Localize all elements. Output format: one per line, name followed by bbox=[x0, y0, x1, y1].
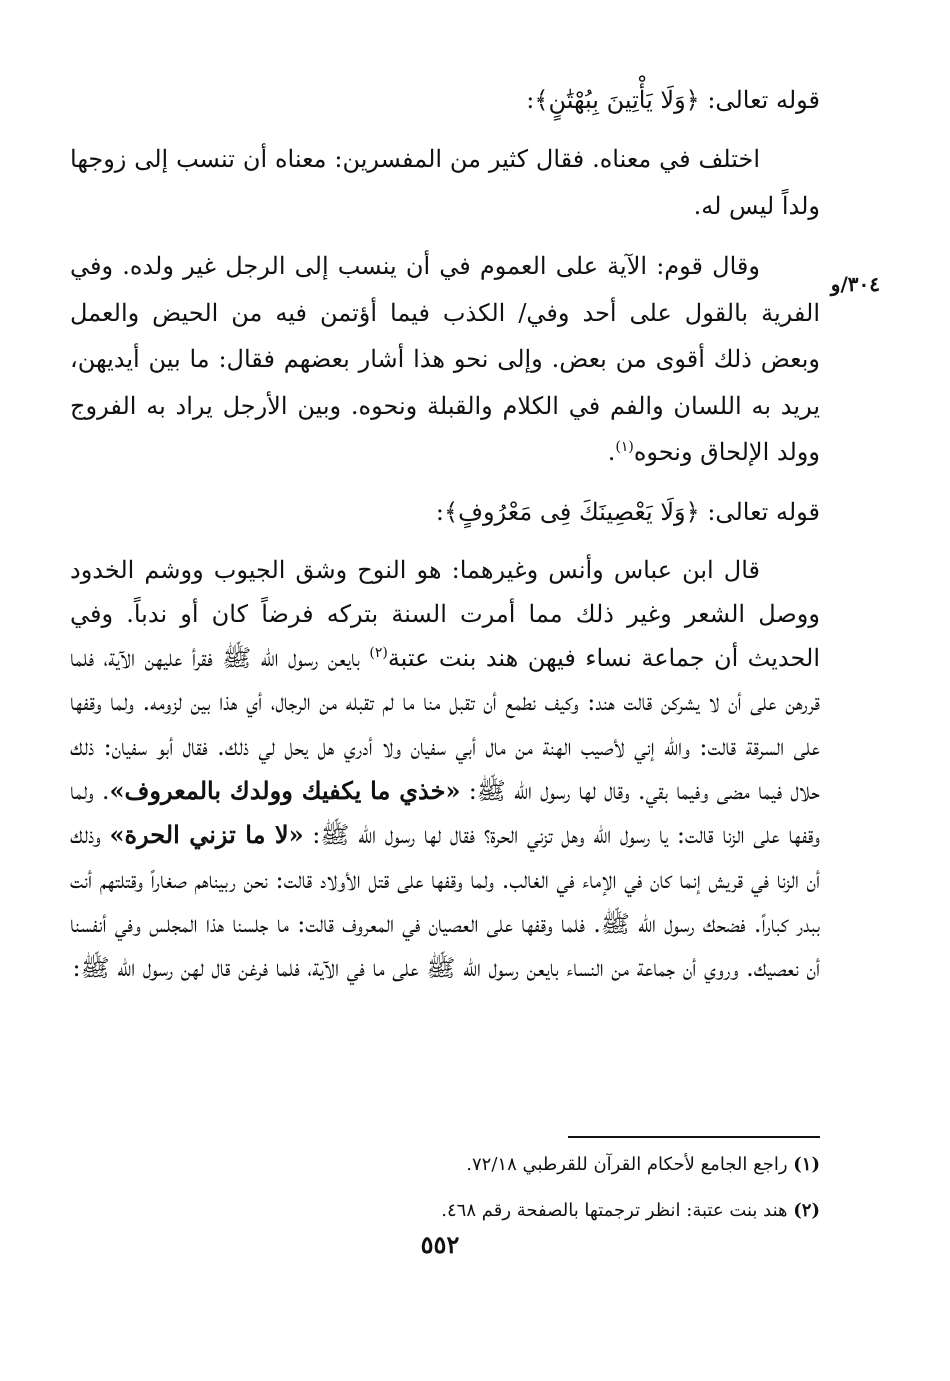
footnote-divider bbox=[568, 1136, 820, 1138]
paragraph-text: وقال قوم: الآية على العموم في أن ينسب إلى الرجل غير ولده. وفي الفرية بالقول على أحد وفي/ الكذب فيما أؤتمن فيه من الحيض والعمل وبعض ذلك أقوى من بعض. وإلى نحو هذا أشار بعضهم فقال: ما بين أيديهن، يريد به اللسان والفم في الكلام والقبلة ونحوه. وبين الأرجل يراد به الفروج وولد الإلحاق ونحوه bbox=[70, 252, 820, 466]
hadith-quote: «خذي ما يكفيك وولدك بالمعروف» bbox=[109, 775, 461, 805]
quran-verse: ﴿وَلَا يَعْصِينَكَ فِى مَعْرُوفٍ﴾ bbox=[444, 497, 700, 526]
paragraph-1: اختلف في معناه. فقال كثير من المفسرين: معناه أن تنسب إلى زوجها ولداً ليس له. bbox=[70, 145, 820, 220]
heading-suffix: : bbox=[526, 86, 535, 114]
main-text bbox=[70, 78, 820, 1004]
paragraph-text: بايعن رسول الله ﷺ فقرأ عليهن الآية، فلما قررهن على أن لا يشركن قالت هند: وكيف نطمع أن تقبل منا ما لم تقبله من الرجال، أي هذا بين لزومه. ولما وقفها على السرقة قالت: والله إني لأصيب الهنة من مال أبي سفيان ولا أدري هل يحل لي ذلك. فقال أبو سفيان: ذلك حلال فيما مضى وفيما بقي. وقال لها رسول الله ﷺ: bbox=[70, 644, 820, 805]
verse-heading-1 bbox=[70, 78, 820, 122]
paragraph-text: . ولما وقفها على الزنا قالت: يا رسول الله وهل تزني الحرة؟ فقال لها رسول الله ﷺ: bbox=[70, 776, 820, 850]
footnote-number: (٢) bbox=[793, 1200, 820, 1221]
footnote-number: (١) bbox=[793, 1154, 820, 1175]
footnote-ref-1[interactable]: (١) bbox=[615, 439, 634, 455]
paragraph-text: وذلك أن الزنا في قريش إنما كان في الإماء في الغالب. ولما وقفها على قتل الأولاد قالت: نحن ربيناهم صغاراً وقتلتهم أنت ببدر كباراً. فضحك رسول الله ﷺ. فلما وقفها على العصيان في المعروف قالت: ما جلسنا هذا المجلس وفي أنفسنا أن نعصيك. وروي أن جماعة من النساء بايعن رسول الله ﷺ على ما في الآية، فلما فرغن قال لهن رسول الله ﷺ: bbox=[70, 821, 821, 983]
quran-verse: ﴿وَلَا يَأْتِينَ بِبُهْتَٰنٍ﴾ bbox=[534, 86, 700, 114]
manuscript-folio-marker: ٣٠٤/و bbox=[830, 272, 880, 296]
hadith-quote: «لا ما تزني الحرة» bbox=[109, 820, 304, 850]
footnote-ref-2[interactable]: (٢) bbox=[369, 645, 388, 662]
heading-suffix: : bbox=[435, 497, 445, 526]
page-number: ٥٥٢ bbox=[420, 1230, 460, 1259]
footnote-2 bbox=[70, 1196, 820, 1226]
paragraph-2 bbox=[70, 243, 820, 476]
footnote-text: هند بنت عتبة: انظر ترجمتها بالصفحة رقم ٤٦٨. bbox=[441, 1200, 788, 1221]
heading-prefix: قوله تعالى: bbox=[699, 497, 820, 526]
footnote-1 bbox=[70, 1150, 820, 1180]
paragraph-text: قال ابن عباس وأنس وغيرهما: هو النوح وشق الجيوب ووشم الخدود ووصل الشعر وغير ذلك مما أمرت السنة بتركه فرضاً كان أو ندباً. وفي الحديث أن جماعة نساء فيهن هند بنت عتبة bbox=[70, 555, 820, 673]
footnotes bbox=[70, 1150, 820, 1242]
verse-heading-2 bbox=[70, 490, 820, 534]
footnote-text: راجع الجامع لأحكام القرآن للقرطبي ٧٢/١٨. bbox=[466, 1154, 788, 1175]
paragraph-3 bbox=[70, 548, 820, 991]
heading-prefix: قوله تعالى: bbox=[699, 86, 820, 114]
paragraph-end: . bbox=[607, 438, 616, 466]
